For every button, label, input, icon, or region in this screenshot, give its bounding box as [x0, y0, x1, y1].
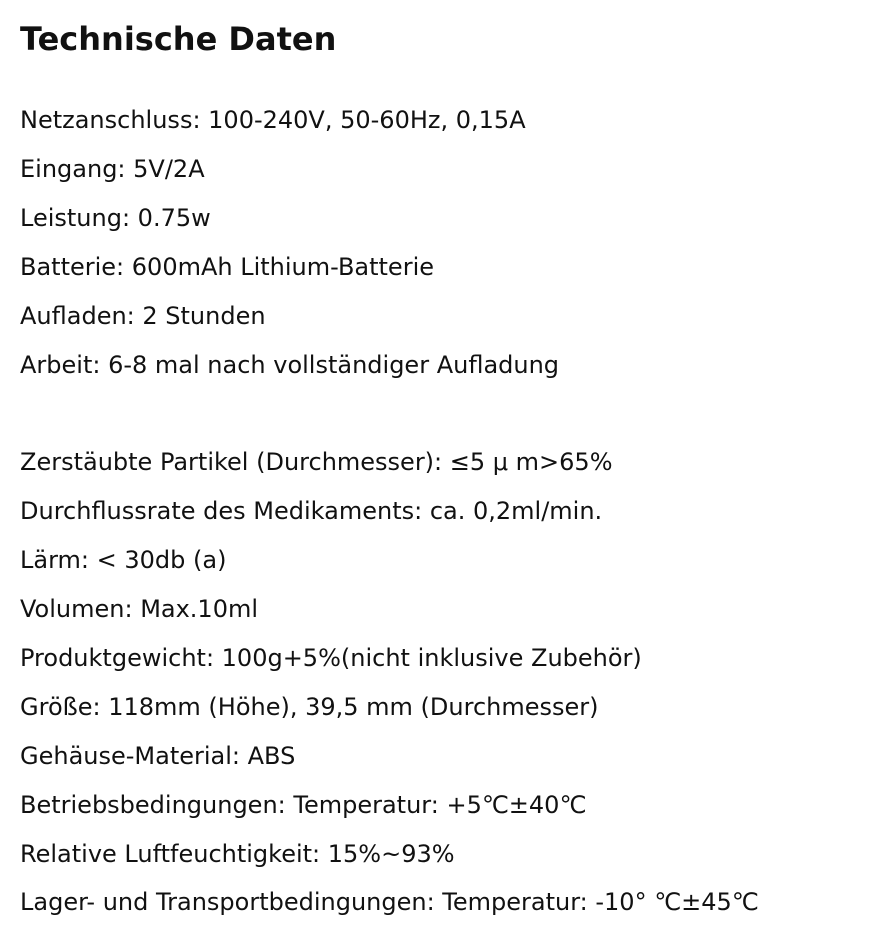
spec-line-housing-material: Gehäuse-Material: ABS [20, 741, 296, 770]
spec-line-storage-conditions: Lager- und Transportbedingungen: Temperatur: -10° ℃±45℃ [20, 888, 759, 917]
spec-line-size: Größe: 118mm (Höhe), 39,5 mm (Durchmesser) [20, 692, 599, 721]
spec-line-humidity: Relative Luftfeuchtigkeit: 15%~93% [20, 839, 455, 868]
spec-line-battery: Batterie: 600mAh Lithium-Batterie [20, 252, 434, 281]
spec-line-volume: Volumen: Max.10ml [20, 595, 259, 624]
technical-data-document [20, 14, 877, 927]
spec-line-flow-rate: Durchflussrate des Medikaments: ca. 0,2ml/min. [20, 497, 603, 526]
spec-line-noise: Lärm: < 30db (a) [20, 546, 227, 575]
spec-line-power-supply: Netzanschluss: 100-240V, 50-60Hz, 0,15A [20, 106, 526, 134]
spec-line-operation: Arbeit: 6-8 mal nach vollständiger Aufladung [20, 350, 560, 379]
spec-line-power: Leistung: 0.75w [20, 203, 211, 232]
spec-line-particles: Zerstäubte Partikel (Durchmesser): ≤5 μ m>65% [20, 448, 613, 477]
spec-line-input: Eingang: 5V/2A [20, 154, 205, 183]
spec-line-operating-conditions: Betriebsbedingungen: Temperatur: +5℃±40℃ [20, 790, 587, 819]
power-specs-section [20, 96, 877, 389]
section-spacer [20, 389, 877, 438]
document-title: Technische Daten [20, 20, 337, 58]
device-specs-section [20, 438, 877, 927]
spec-line-weight: Produktgewicht: 100g+5%(nicht inklusive Zubehör) [20, 643, 642, 672]
spec-line-charging: Aufladen: 2 Stunden [20, 301, 266, 330]
